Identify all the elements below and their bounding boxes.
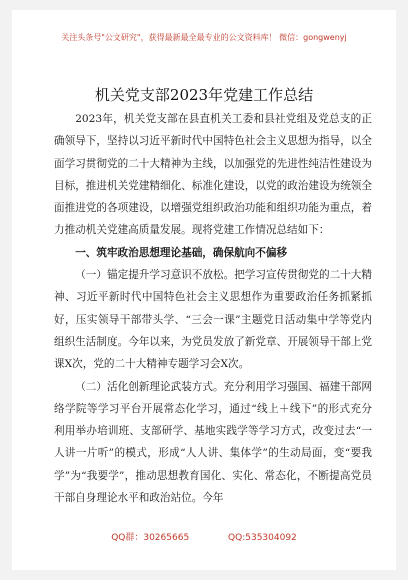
header-banner: 关注头条号"公文研究"，获得最新最全最专业的公文资料库！ 微信：gongwenyj [61,33,347,42]
body-paragraph: （二）活化创新理论武装方式。充分利用学习强国、福建干部网络学院等学习平台开展常态化学习，通过“线上＋线下”的形式充分利用举办培训班、支部研学、基地实践学等学习方式，改变过去“一人讲一片听”的模式，形成“人人讲、集体学”的生动局面，变“要我学”为“我要学”，推动思想教育国化、实化、常态化，不断提高党员干部自身理论水平和政治站位。今年 [54,380,372,505]
footer-contact [12,530,396,543]
section-heading: 一、筑牢政治思想理论基础，确保航向不偏移 [75,246,288,259]
document-body [54,108,372,509]
qq-group-text: QQ群：30265665 [111,533,190,543]
qq-text: QQ:535304092 [228,533,297,543]
document-page [12,10,396,570]
intro-paragraph: 2023年，机关党支部在县直机关工委和县社党组及党总支的正确领导下，坚持以习近平新时代中国特色社会主义思想为指导，以全面学习贯彻党的二十大精神为主线，以加强党的先进性纯洁性建设为目标，推进机关党建精细化、标准化建设，以党的政治建设为统领全面推进党的各项建设，以增强党组织政治功能和组织功能为重点，着力推动机关党建高质量发展。现将党建工作情况总结如下： [54,113,372,237]
document-title: 机关党支部2023年党建工作总结 [94,86,314,104]
body-paragraph: （一）锚定提升学习意识不放松。把学习宣传贯彻党的二十大精神、习近平新时代中国特色社会主义思想作为重要政治任务抓紧抓好，压实领导干部带头学、“三会一课”主题党日活动集中学等党内组织生活制度。今年以来，为党员发放了新党章、开展领导干部上党课X次，党的二十大精神专题学习会X次。 [54,269,372,371]
